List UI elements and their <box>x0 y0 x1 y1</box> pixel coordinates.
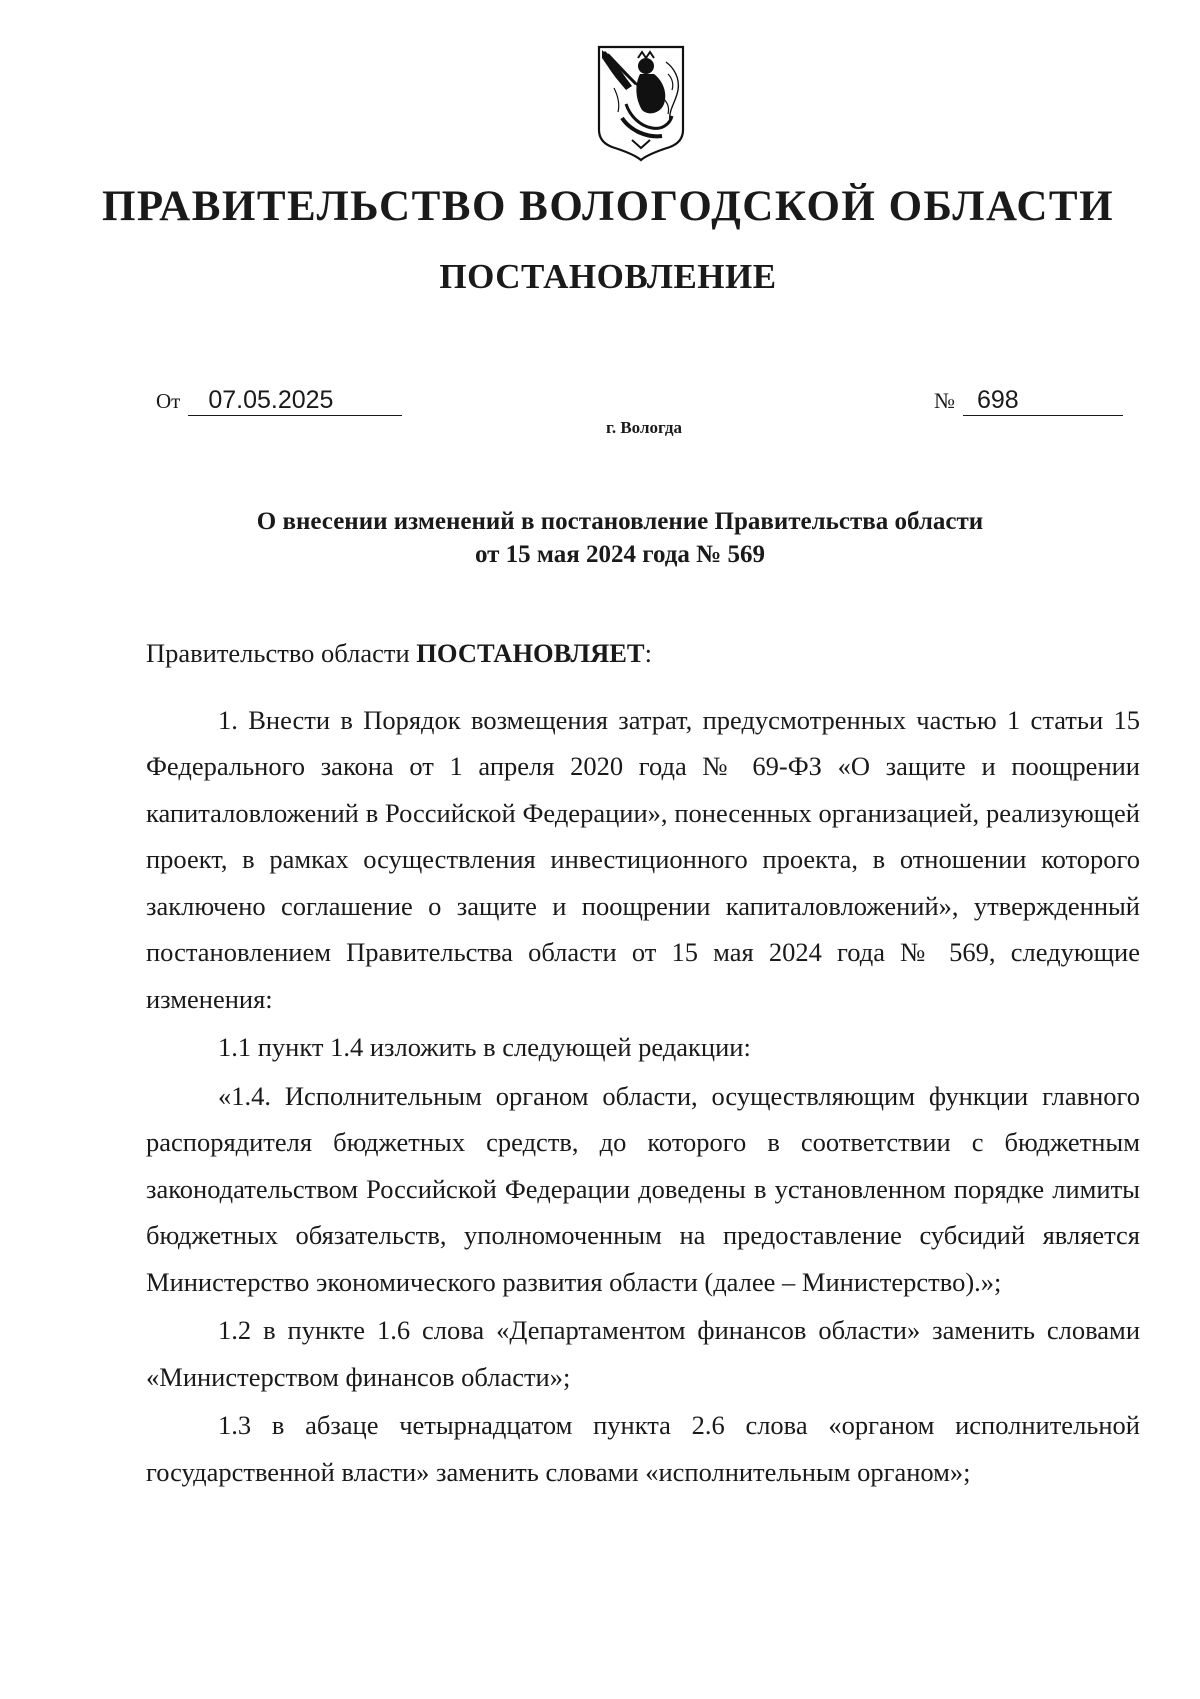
subject-line-1: О внесении изменений в постановление Правительства области <box>256 508 984 535</box>
intro-bold: ПОСТАНОВЛЯЕТ <box>416 638 645 668</box>
number-value: 698 <box>963 385 1123 416</box>
paragraph-1-2: 1.2 в пункте 1.6 слова «Департаментом финансов области» заменить словами «Министерством финансов области»; <box>146 1315 1140 1392</box>
document-type: ПОСТАНОВЛЕНИЕ <box>439 257 777 296</box>
number-prefix: № <box>934 388 955 413</box>
document-number <box>934 385 1123 416</box>
document-subject <box>140 505 1100 571</box>
intro-text: Правительство области <box>146 638 417 668</box>
paragraph-1-1: 1.1 пункт 1.4 изложить в следующей редакции: <box>218 1032 751 1062</box>
document-date <box>156 385 402 416</box>
date-prefix: От <box>156 389 181 413</box>
vologda-coat-of-arms-icon <box>596 44 686 162</box>
intro-paragraph <box>146 630 1140 677</box>
paragraph-1-3: 1.3 в абзаце четырнадцатом пункта 2.6 слова «органом исполнительной государственной власти» заменить словами «исполнительным органом»; <box>146 1410 1140 1487</box>
date-value: 07.05.2025 <box>188 385 402 416</box>
intro-end: : <box>644 638 652 668</box>
city: г. Вологда <box>606 418 682 437</box>
paragraph-1: 1. Внести в Порядок возмещения затрат, предусмотренных частью 1 статьи 15 Федерального закона от 1 апреля 2020 года № 69-ФЗ «О защите и поощрении капиталовложений в Российской Федерации», понесенных организацией, реализующей проект, в рамках осуществления инвестиционного проекта, в отношении которого заключено соглашение о защите и поощрении капиталовложений», утвержденный постановлением Правительства области от 15 мая 2024 года № 569, следующие изменения: <box>146 704 1140 1014</box>
document-body <box>146 630 1140 1497</box>
paragraph-1-4-quote: «1.4. Исполнительным органом области, осуществляющим функции главного распорядителя бюджетных средств, до которого в соответствии с бюджетным законодательством Российской Федерации доведены в установленном порядке лимиты бюджетных обязательств, уполномоченным на предоставление субсидий является Министерство экономического развития области (далее – Министерство).»; <box>146 1080 1140 1297</box>
organization-title: ПРАВИТЕЛЬСТВО ВОЛОГОДСКОЙ ОБЛАСТИ <box>101 183 1115 230</box>
subject-line-2: от 15 мая 2024 года № 569 <box>474 541 766 568</box>
